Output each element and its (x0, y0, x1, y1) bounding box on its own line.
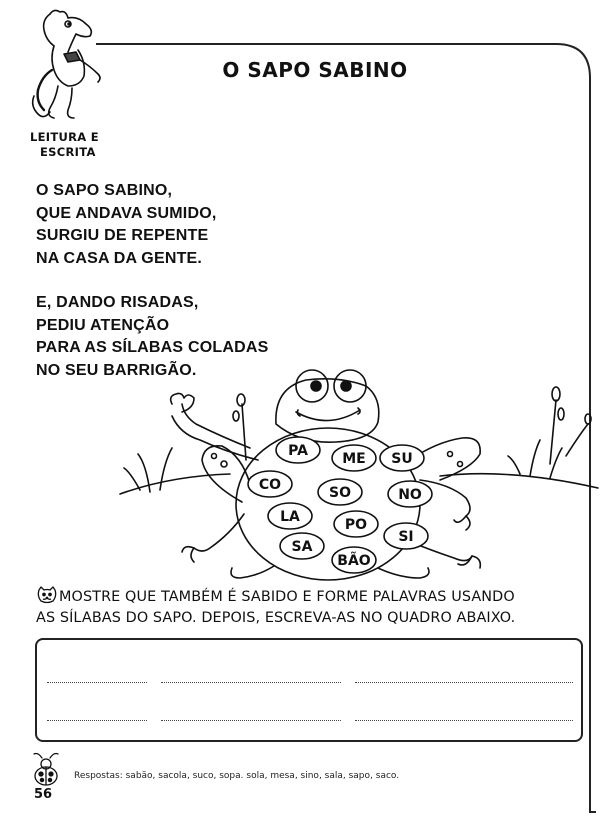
syllable-si: SI (398, 529, 414, 545)
horse-mascot-icon (28, 6, 108, 136)
page-number: 56 (34, 787, 53, 802)
instruction-text-1: MOSTRE QUE TAMBÉM É SABIDO E FORME PALAVRAS USANDO (59, 589, 515, 605)
syllable-po: PO (344, 517, 368, 533)
section-label-line2: ESCRITA (40, 145, 96, 159)
answer-line[interactable] (355, 682, 573, 683)
syllable-co: CO (258, 477, 282, 493)
answers-text: Respostas: sabão, sacola, suco, sopa. sola, mesa, sino, sala, sapo, saco. (74, 771, 400, 781)
poem-line: SURGIU DE REPENTE (36, 227, 209, 244)
syllable-su: SU (391, 451, 413, 467)
poem-line: PEDIU ATENÇÃO (36, 316, 170, 334)
instruction-line-2: AS SÍLABAS DO SAPO. DEPOIS, ESCREVA-AS NO QUADRO ABAIXO. (36, 610, 516, 626)
section-label (30, 130, 120, 160)
cat-face-icon (36, 586, 58, 604)
answer-box[interactable] (35, 638, 583, 742)
instruction-line-1 (36, 586, 592, 608)
poem-line: NO SEU BARRIGÃO. (36, 361, 197, 379)
poem-stanza-1 (36, 180, 268, 270)
answer-line[interactable] (47, 682, 147, 683)
answer-line[interactable] (161, 720, 341, 721)
syllable-la: LA (280, 509, 300, 525)
section-label-line1: LEITURA E (30, 130, 99, 144)
poem-line: NA CASA DA GENTE. (36, 249, 203, 267)
instruction (36, 586, 592, 629)
syllable-pa: PA (288, 443, 308, 459)
answer-line[interactable] (161, 682, 341, 683)
poem-line: QUE ANDAVA SUMIDO, (36, 204, 217, 222)
frog-illustration-icon (110, 364, 600, 589)
page-title: O SAPO SABINO (222, 58, 408, 82)
syllable-bao: BÃO (337, 553, 371, 569)
answer-line[interactable] (355, 720, 573, 721)
poem-line: E, DANDO RISADAS, (36, 294, 199, 311)
syllable-me: ME (342, 451, 366, 467)
answer-line[interactable] (47, 720, 147, 721)
syllable-sa: SA (291, 539, 313, 555)
poem-line: O SAPO SABINO, (36, 182, 173, 199)
syllable-so: SO (329, 485, 351, 501)
poem-line: PARA AS SÍLABAS COLADAS (36, 339, 269, 356)
syllable-no: NO (398, 487, 422, 503)
ladybug-icon (30, 750, 62, 788)
